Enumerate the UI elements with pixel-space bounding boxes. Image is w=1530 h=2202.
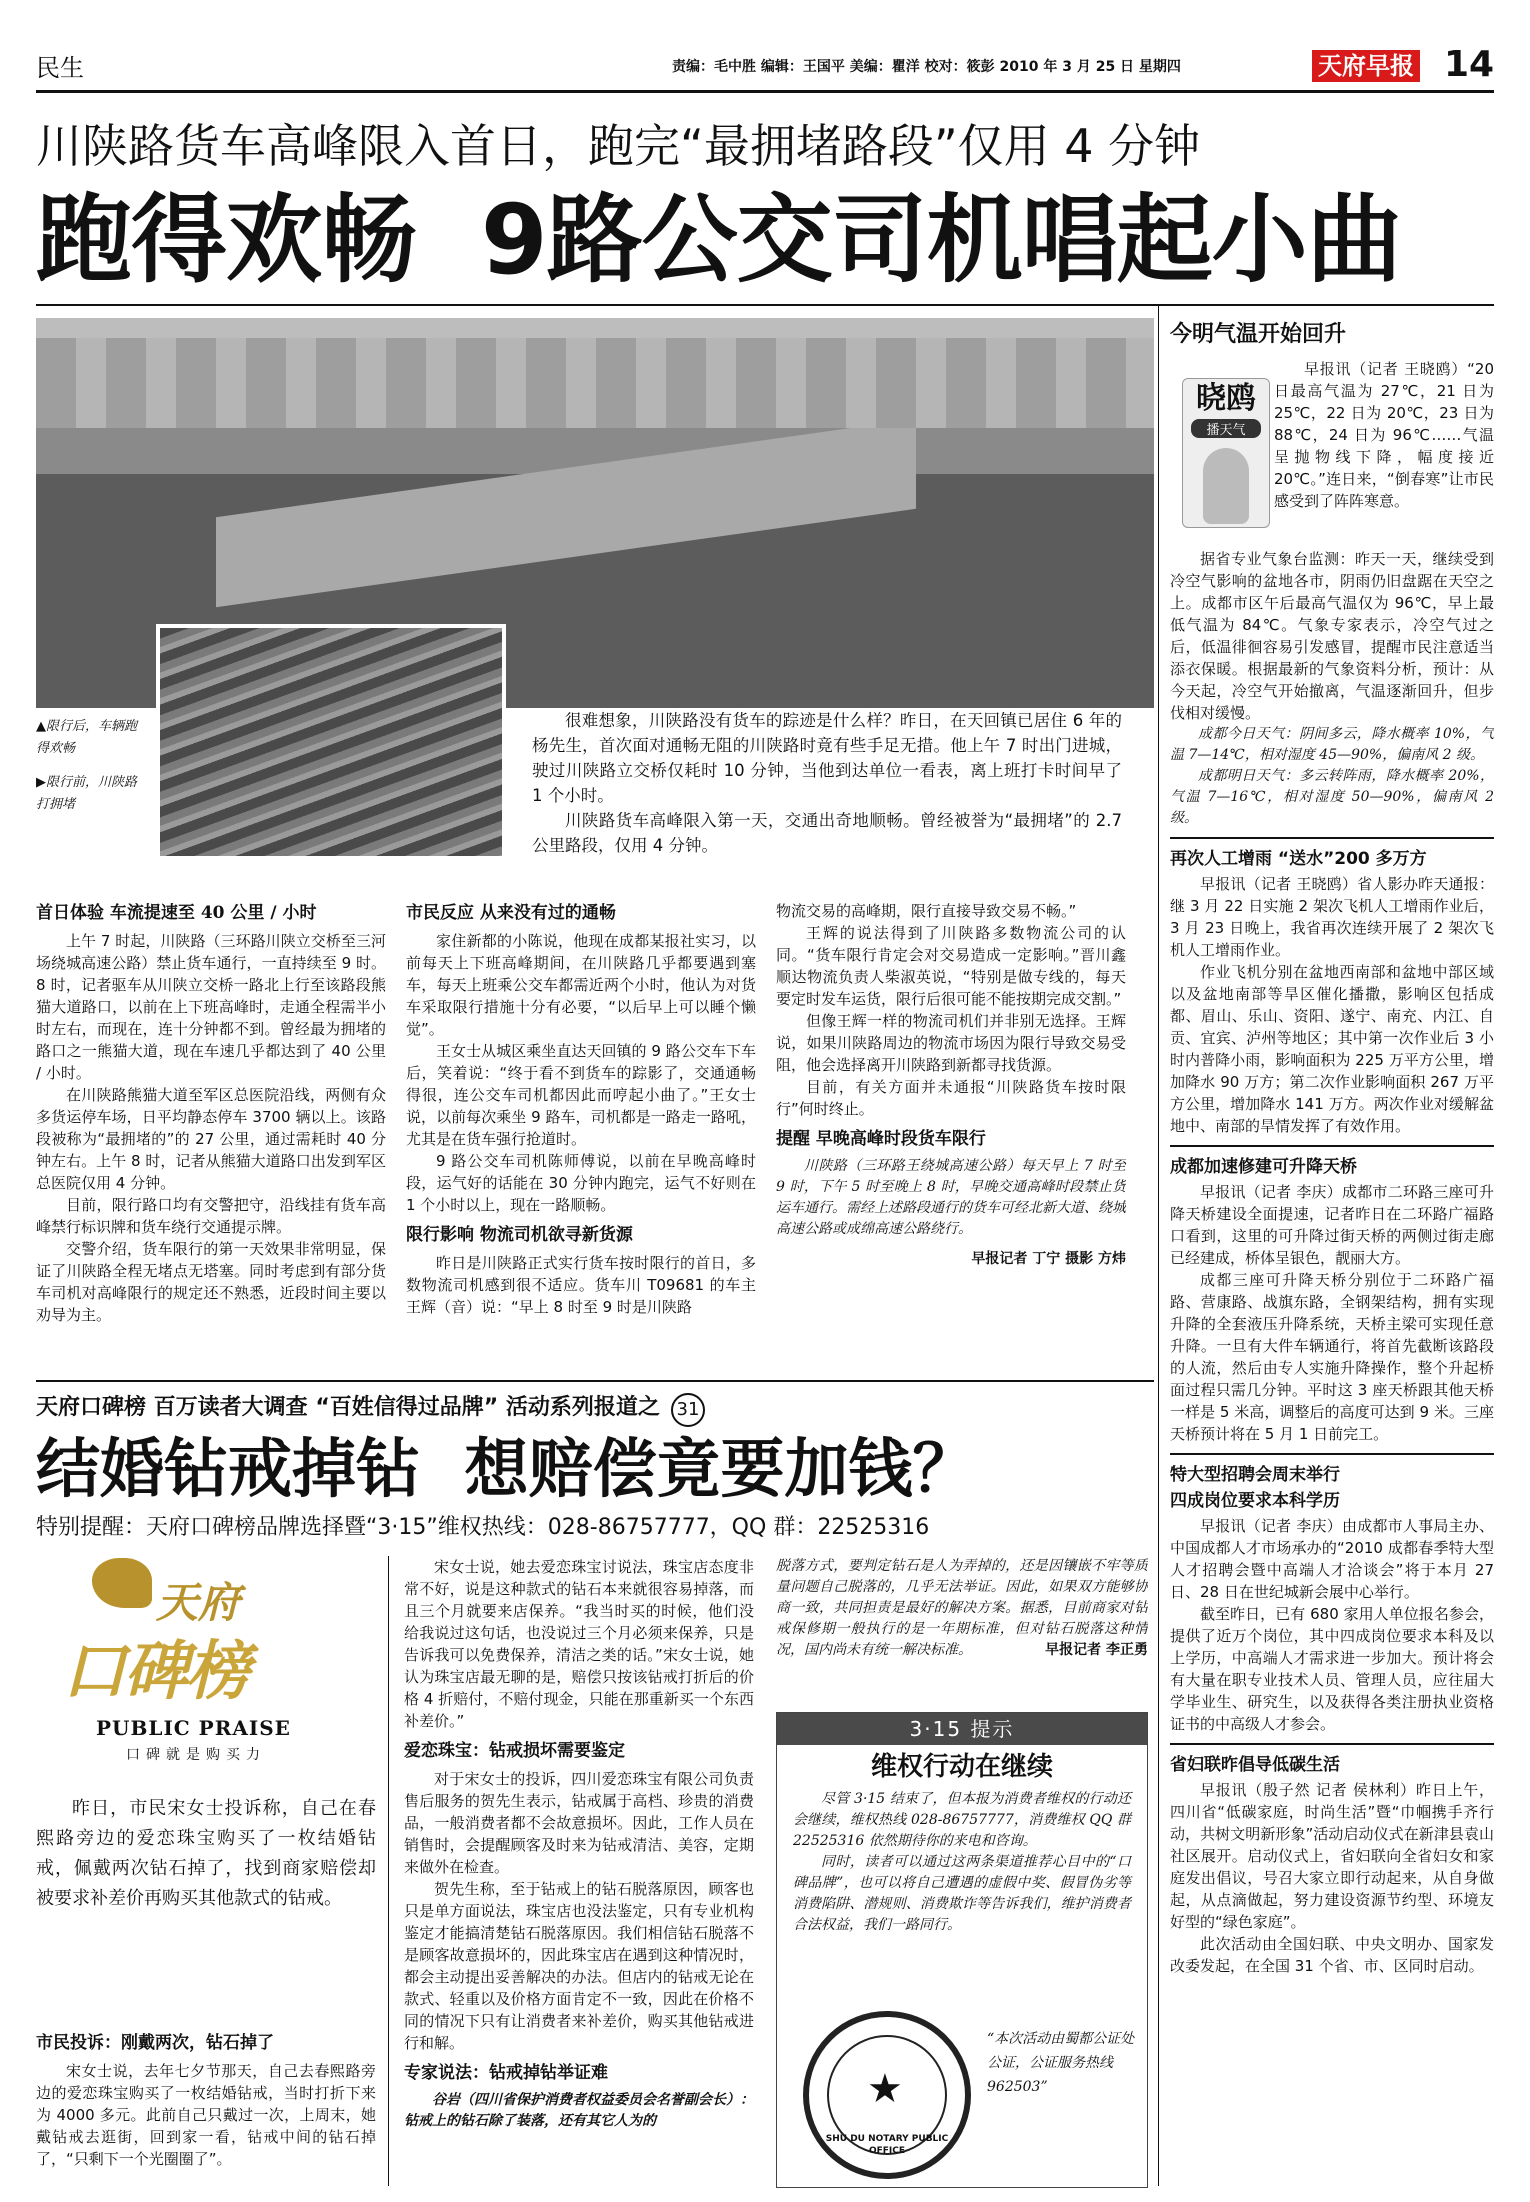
intro-paragraph: 川陕路货车高峰限入第一天，交通出奇地顺畅。曾经被誉为“最拥堵”的 2.7 公里路段，仅用 4 分钟。 [532,811,1122,855]
vertical-divider [1158,306,1159,2186]
section-label: 民生 [36,54,84,82]
body-paragraph: 早报讯（记者 王晓鸥）“20 日最高气温为 27℃，21 日为 25℃，22 日为 20℃，23 日为 88℃，24 日为 96℃……气温呈抛物线下降，幅度接近 20℃。”连日来，“倒春寒”让市民感受到了阵阵寒意。 [1274,360,1494,510]
body-paragraph: 脱落方式，要判定钻石是人为弄掉的，还是因镶嵌不牢等质量问题自己脱落的，几乎无法举证。因此，如果双方能够协商一致，共同担责是最好的解决方案。据悉，目前商家对钻戒保修期一般执行的是一年期标准，但对钻石脱落这种情况，国内尚未有统一解决标准。 [776,1558,1148,1658]
caption-after: ▲限行后，车辆跑得欢畅 [36,719,137,756]
body-paragraph: 据省专业气象台监测：昨天一天，继续受到冷空气影响的盆地各市，阴雨仍旧盘踞在天空之上。成都市区午后最高气温仅为 96℃，早上最低气温为 84℃。气象专家表示，冷空气过之后，低温徘徊容易引发感冒，提醒市民注意适当添衣保暖。根据最新的气象资料分析，预计：从今天起，冷空气开始撤离，气温逐渐回升，但步伐相对缓慢。 [1170,550,1494,722]
tip-box [776,1712,1148,2188]
brand-logo: 天府早报 [1312,50,1420,82]
complaint-subhead: 市民投诉：刚戴两次，钻石掉了 [36,2033,274,2053]
body-paragraph: 9 路公交车司机陈师傅说，以前在早晚高峰时段，运气好的话能在 30 分钟内跑完，运气不好则在 1 个小时以上，现在一路顺畅。 [406,1152,756,1214]
body-paragraph: 交警介绍，货车限行的第一天效果非常明显，保证了川陕路全程无堵点无塔塞。同时考虑到有部分货车司机对高峰限行的规定还不熟悉，近段时间主要以劝导为主。 [36,1240,386,1324]
page-header [36,44,1495,90]
tip-paragraph: 尽管 3·15 结束了，但本报为消费者维权的行动还会继续，维权热线 028-86757777，消费维权 QQ 群 22525316 依然期待你的来电和咨询。 [793,1791,1131,1849]
weather-logo-sub: 播天气 [1191,419,1261,438]
mid-subhead: 爱恋珠宝：钻戒损坏需要鉴定 [404,1741,625,1761]
koubei-logo [56,1556,306,1776]
rain-title: 再次人工增雨 “送水”200 多万方 [1170,849,1427,869]
tip-paragraph: 同时，读者可以通过这两条渠道推荐心目中的“口碑品牌”，也可以将自己遭遇的虚假中奖、假冒伪劣等消费陷阱、潜规则、消费欺诈等告诉我们，维护消费者合法权益，我们一路同行。 [793,1854,1131,1933]
expert-paragraph: 谷岩（四川省保护消费者权益委员会名誉副会长）：钻戒上的钻石除了装落，还有其它人为的 [404,2092,754,2129]
campaign-intro: 昨日，市民宋女士投诉称，自己在春熙路旁边的爱恋珠宝购买了一枚结婚钻戒，佩戴两次钻石掉了，找到商家赔偿却被要求补差价再购买其他款式的钻戒。 [36,1798,376,1909]
lead-intro [532,708,1122,858]
job-title: 特大型招聘会周末举行 [1170,1465,1340,1485]
caption-before: ▶限行前，川陕路打拥堵 [36,775,137,812]
col2-subhead: 市民反应 从来没有过的通畅 [406,903,616,923]
weather-logo: 晓鸥 [1196,381,1256,416]
seal-star-icon: ★ [867,2066,903,2112]
credits-line: 责编：毛中胜 编辑：王国平 美编：瞿洋 校对：筱彭 2010 年 3 月 25 日 星期四 [672,59,1181,75]
sidebar-rule [1170,1453,1494,1455]
body-paragraph: 早报讯（殷子然 记者 侯林利）昨日上午，四川省“低碳家庭，时尚生活”暨“巾帼携手齐行动，共树文明新形象”活动启动仪式在新津县袁山社区展开。启动仪式上，省妇联向全省妇女和家庭发出倡议，号召大家立即行动起来，从自身做起，从点滴做起，努力建设资源节约型、环境友好型的“绿色家庭”。 [1170,1781,1494,1931]
body-paragraph: 早报讯（记者 李庆）成都市二环路三座可升降天桥建设全面提速，记者昨日在二环路广福路口看到，这里的可升降过街天桥的两侧过街走廊已经建成，桥体呈银色，靓丽大方。 [1170,1183,1494,1267]
campaign-banner-text: 天府口碑榜 百万读者大调查 “百姓信得过品牌” 活动系列报道之 [36,1395,660,1420]
body-paragraph: 成都三座可升降天桥分别位于二环路广福路、营康路、战旗东路，全钢架结构，拥有实现升降的全套液压升降系统，天桥主梁可实现任意升降。一旦有大件车辆通行，将首先截断该路段的人流，然后由专人实施升降操作，整个升起桥面过程只需几分钟。平时这 3 座天桥跟其他天桥一样是 5 米高，调整后的高度可达到 9 米。三座天桥预计将在 5 月 1 日前完工。 [1170,1271,1494,1443]
notary-seal [803,2011,971,2179]
campaign-banner [36,1390,1154,1430]
col1-subhead: 首日体验 车流提速至 40 公里 / 小时 [36,903,317,923]
campaign-column-3 [776,1556,1148,1706]
logo-line-2: 口碑榜 [62,1634,248,1709]
campaign-column-1 [36,2030,376,2190]
sidebar [1170,316,1494,2186]
body-paragraph: 宋女士说，去年七夕节那天，自己去春熙路旁边的爱恋珠宝购买了一枚结婚钻戒，当时打折下来为 4000 多元。此前自己只戴过一次，上周末，她戴钻戒去逛街，回到家一看，钻戒中间的钻石掉了，“只剩下一个光圈圈了”。 [36,2062,376,2168]
body-paragraph: 物流交易的高峰期，限行直接导致交易不畅。” [776,902,1077,920]
tip-body [777,1789,1147,1936]
photo-before-restriction [156,624,506,860]
lead-byline: 早报记者 丁宁 摄影 方炜 [971,1251,1126,1267]
remind-paragraph: 川陕路（三环路王绕城高速公路）每天早上 7 时至 9 时，下午 5 时至晚上 8 时，早晚交通高峰时段禁止货运车通行。需经上述路段通行的货车可经北新大道、绕城高速公路或成绵高速公路绕行。 [776,1158,1126,1237]
headline-rule [36,304,1494,306]
body-paragraph: 昨日是川陕路正式实行货车按时限行的首日，多数物流司机感到很不适应。货车川 T09681 的车主王辉（音）说：“早上 8 时至 9 时是川陕路 [406,1254,756,1316]
body-paragraph: 目前，有关方面并未通报“川陕路货车按时限行”何时终止。 [776,1078,1126,1118]
logo-english: PUBLIC PRAISE [96,1716,291,1740]
tip-header: 3·15 提示 [777,1713,1147,1745]
remind-subhead: 提醒 早晚高峰时段货车限行 [776,1129,986,1149]
body-paragraph: 上午 7 时起，川陕路（三环路川陕立交桥至三河场绕城高速公路）禁止货车通行，一直持续至 9 时。8 时，记者驱车从川陕立交桥一路北上行至该路段熊猫大道路口，以前在上下班高峰时，走通全程需半小时左右，而现在，连十分钟都不到。曾经最为拥堵的路口之一熊猫大道，现在车速几乎都达到了 40 公里 / 小时。 [36,932,386,1082]
weather-tomorrow: 成都明日天气：多云转阵雨，降水概率 20%，气温 7—16℃，相对湿度 50—90%，偏南风 2 级。 [1170,768,1494,826]
body-paragraph: 目前，限行路口均有交警把守，沿线挂有货车高峰禁行标识牌和货车绕行交通提示牌。 [36,1196,386,1236]
body-paragraph: 宋女士说，她去爱恋珠宝讨说法，珠宝店态度非常不好，说是这种款式的钻石本来就很容易掉落，而且三个月就要来店保养。“我当时买的时候，他们没给我说过这句话，也没说过三个月必须来保养，只是告诉我可以免费保养，清洁之类的话。”宋女士说，她认为珠宝店最无聊的是，赔偿只按该钻戒打折后的价格 4 折赔付，不赔付现金，只能在那重新买一个东西补差价。” [404,1558,754,1730]
expert-subhead: 专家说法：钻戒掉钻举证难 [404,2063,608,2083]
logo-line-1: 天府 [156,1578,241,1627]
weather-today: 成都今日天气：阴间多云，降水概率 10%，气温 7—14℃，相对湿度 45—90%，偏南风 2 级。 [1170,726,1494,763]
pegasus-icon [92,1558,152,1608]
body-paragraph: 截至昨日，已有 680 家用人单位报名参会，提供了近万个岗位，其中四成岗位要求本科及以上学历，中高端人才需求进一步加大。预计将会有大量在职专业技术人员、管理人员，应往届大学毕业生、研究生，以及获得各类注册执业资格证书的中高级人才参会。 [1170,1605,1494,1733]
body-paragraph: 王女士从城区乘坐直达天回镇的 9 路公交车下车后，笑着说：“终于看不到货车的踪影了，交通通畅得很，连公交车司机都因此而哼起小曲了。”王女士说，以前每次乘坐 9 路车，司机都是一路走一路吼，尤其是在货车强行抢道时。 [406,1042,756,1148]
body-paragraph: 早报讯（记者 李庆）由成都市人事局主办、中国成都人才市场承办的“2010 成都春季特大型人才招聘会暨中高端人才洽谈会”将于本月 27 日、28 日在世纪城新会展中心举行。 [1170,1517,1494,1601]
body-paragraph: 贺先生称，至于钻戒上的钻石脱落原因，顾客也只是单方面说法，珠宝店也没法鉴定，只有专业机构鉴定才能搞清楚钻石脱落原因。我们相信钻石脱落不是顾客故意损坏的，因此珠宝店在遇到这种情况时，都会主动提出妥善解决的办法。但店内的钻戒无论在款式、轻重以及价格方面肯定不一致，因此在价格不同的情况下只有让消费者来补差价，购买其他钻戒进行和解。 [404,1880,754,2052]
campaign-hotline: 特别提醒：天府口碑榜品牌选择暨“3·15”维权热线：028-86757777，QQ 群：22525316 [36,1515,930,1540]
weather-title: 今明气温开始回升 [1170,322,1347,347]
sidebar-rule [1170,837,1494,839]
section-divider [36,1380,1154,1382]
tip-title: 维权行动在继续 [870,1752,1053,1782]
weather-mascot [1182,378,1270,528]
bridge-body [1170,1181,1494,1445]
bridge-title: 成都加速修建可升降天桥 [1170,1157,1357,1177]
women-title: 省妇联昨倡导低碳生活 [1170,1755,1340,1775]
campaign-byline: 早报记者 李正勇 [1045,1642,1148,1658]
photo-road-band [216,419,916,607]
mascot-figure-icon [1203,448,1249,524]
campaign-headline: 结婚钻戒掉钻 想赔偿竟要加钱？ [36,1433,977,1507]
lead-column-3 [776,900,1126,1380]
page-number: 14 [1444,44,1495,85]
job-body [1170,1515,1494,1735]
intro-paragraph: 很难想象，川陕路没有货车的踪迹是什么样？昨日，在天回镇已居住 6 年的杨先生，首次面对通畅无阻的川陕路时竟有些手足无措。他上午 7 时出门进城，驶过川陕路立交桥仅耗时 10 分钟，当他到达单位一看表，离上班打卡时间早了 1 个小时。 [532,711,1122,805]
logo-slogan: 口碑就是购买力 [126,1747,266,1763]
body-paragraph: 作业飞机分别在盆地西南部和盆地中部区域以及盆地南部等旱区催化播撒，影响区包括成都、眉山、乐山、资阳、遂宁、南充、内江、自贡、宜宾、泸州等地区；其中第一次作业后 3 小时内普降小雨，影响面积为 225 万平方公里，增加降水 90 万方；第二次作业影响面积 267 万平方公里，增加降水 141 万方。两次作业对缓解盆地中、南部的旱情发挥了有效作用。 [1170,963,1494,1135]
header-rule [36,90,1494,93]
sidebar-rule [1170,1743,1494,1745]
body-paragraph: 王辉的说法得到了川陕路多数物流公司的认同。“货车限行肯定会对交易造成一定影响。”晋川鑫顺达物流负责人柴淑英说，“特别是做专线的，每天要定时发车运货，限行后很可能不能按期完成交割。” [776,924,1126,1008]
lead-headline: 跑得欢畅 9路公交司机唱起小曲 [36,184,1402,296]
lead-kicker: 川陕路货车高峰限入首日，跑完“最拥堵路段”仅用 4 分钟 [36,119,1201,173]
women-body [1170,1779,1494,1977]
lead-column-1 [36,900,386,1380]
seal-text: SHU DU NOTARY PUBLIC OFFICE [825,2134,949,2156]
body-paragraph: 但像王辉一样的物流司机们并非别无选择。王辉说，如果川陕路周边的物流市场因为限行导致交易受阻，他会选择离开川陕路到新都寻找货源。 [776,1012,1126,1074]
body-paragraph: 此次活动由全国妇联、中央文明办、国家发改委发起，在全国 31 个省、市、区同时启动。 [1170,1935,1494,1975]
column-divider [388,1556,389,2186]
campaign-banner-number: 31 [671,1393,705,1427]
rain-body [1170,873,1494,1137]
seal-note: “本次活动由蜀都公证处公证，公证服务热线 962503” [987,2031,1135,2095]
body-paragraph: 对于宋女士的投诉，四川爱恋珠宝有限公司负责售后服务的贺先生表示，钻戒属于高档、珍贵的消费品，一般消费者都不会故意损坏。因此，工作人员在销售时，会提醒顾客及时来为钻戒清洁、美容，定期来做外在检查。 [404,1770,754,1876]
lead-column-2 [406,900,756,1380]
sidebar-rule [1170,1145,1494,1147]
body-paragraph: 家住新都的小陈说，他现在成都某报社实习，以前每天上下班高峰期间，在川陕路几乎都要遇到塞车，每天上班乘公交车都需近两个小时，他认为对货车采取限行措施十分有必要，“以后早上可以睡个懒觉”。 [406,932,756,1038]
col2-subhead-2: 限行影响 物流司机欲寻新货源 [406,1225,633,1245]
job-title-2: 四成岗位要求本科学历 [1170,1491,1340,1511]
campaign-column-2 [404,1556,754,2186]
photo-buildings [36,338,1154,428]
body-paragraph: 在川陕路熊猫大道至军区总医院沿线，两侧有众多货运停车场，日平均静态停车 3700 辆以上。该路段被称为“最拥堵的”的 27 公里，通过需耗时 40 分钟左右。上午 8 时，记者从熊猫大道路口出发到军区总医院仅用 4 分钟。 [36,1086,386,1192]
body-paragraph: 早报讯（记者 王晓鸥）省人影办昨天通报：继 3 月 22 日实施 2 架次飞机人工增雨作业后，3 月 23 日晚上，我省再次连续开展了 2 架次飞机人工增雨作业。 [1170,875,1494,959]
